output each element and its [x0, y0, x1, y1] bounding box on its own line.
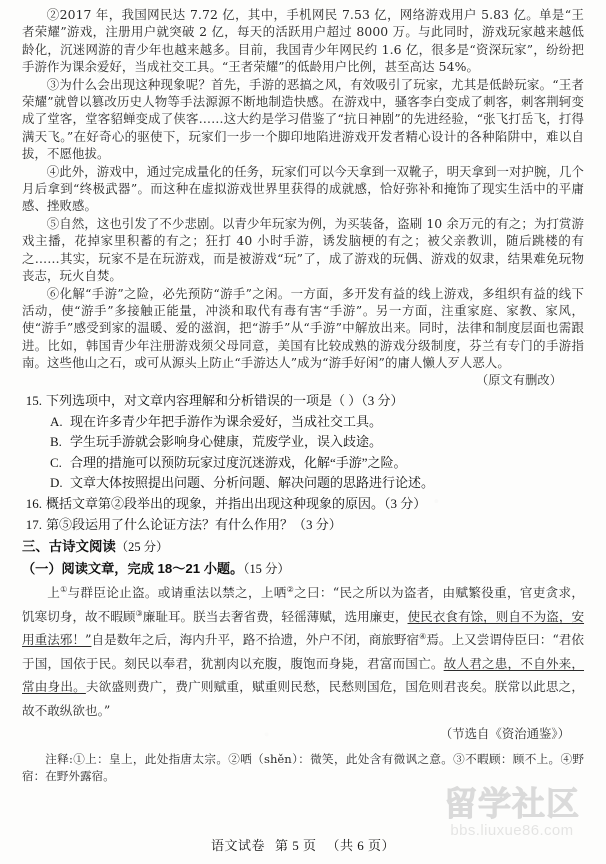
- footnotes-text: 注释:①上：皇上，此处指唐太宗。②哂（shěn）：微笑，此处含有微讽之意。③不暇顾：顾不上。④野宿：在野外露宿。: [22, 751, 584, 784]
- classical-text-segment: 廉耻耳。朕当去奢省费，轻徭薄赋，选用廉吏，: [142, 608, 408, 624]
- question-15: [22, 391, 584, 412]
- classical-passage-body: [22, 581, 584, 722]
- footer-total-pages: （共 6 页）: [326, 838, 396, 853]
- question-16: [22, 494, 584, 515]
- classical-text-segment: 上: [47, 585, 61, 601]
- underlined-sentence: 故人君之患，不自外来，常由身出。: [22, 655, 585, 695]
- footnote-marker: ④: [419, 631, 427, 641]
- option-d-text: 文章大体按照提出问题、分析问题、解决问题的思路进行论述。: [70, 475, 435, 491]
- reading-passage: [22, 6, 584, 389]
- option-a-text: 现在许多青少年把手游作为课余爱好，当成社交工具。: [70, 413, 383, 429]
- section-three-title: 三、古诗文阅读: [22, 539, 116, 555]
- watermark: [430, 786, 594, 840]
- question-15-number: 15.: [25, 392, 42, 408]
- option-c-text: 合理的措施可以预防玩家过度沉迷游戏，化解“手游”之险。: [70, 454, 407, 470]
- footnote-marker: ②: [286, 584, 295, 594]
- question-16-stem: 概括文章第②段举出的现象，并指出出现这种现象的原因。（3 分）: [46, 495, 427, 511]
- subsection-one-heading: [22, 558, 584, 580]
- footnote-marker: ③: [135, 608, 143, 618]
- classical-passage: [22, 581, 584, 746]
- footer-page-number: 第 5 页: [274, 838, 317, 853]
- footnotes-block: [22, 751, 584, 786]
- classical-source: （节选自《资治通鉴》）: [439, 726, 570, 742]
- option-b-text: 学生玩手游就会影响身心健康，荒废学业，误入歧途。: [70, 434, 383, 450]
- question-15-option-c[interactable]: [22, 453, 584, 474]
- question-17-number: 17.: [25, 516, 42, 532]
- question-list: [22, 391, 584, 535]
- section-three-heading: [22, 536, 584, 558]
- passage-paragraph-4: ④此外，游戏中，通过完成量化的任务，玩家们可以今天拿到一双靴子，明天拿到一对护腕，几个月后拿到“终极武器”。而这种在虚拟游戏世界里获得的成就感，恰好弥补和掩饰了现实生活中的平庸感、挫败感。: [22, 163, 584, 214]
- section-three-points: （25 分）: [115, 540, 169, 555]
- option-d-letter: D.: [50, 475, 63, 491]
- watermark-url: bbs.liuxue86.com: [450, 822, 574, 839]
- question-15-option-a[interactable]: [22, 412, 584, 433]
- underlined-sentence: 使民衣食有馀，则自不为盗，安用重法邪！”: [22, 608, 585, 648]
- classical-text-segment: 与群臣论止盗。或请重法以禁之，上哂: [67, 585, 287, 601]
- passage-paragraph-5: ⑤自然，这也引发了不少悲剧。以青少年玩家为例，为买装备，盗刷 10 余万元的有之；为打赏游戏主播，花掉家里积蓄的有之；狂打 40 小时手游，诱发脑梗的有之；被父亲教训，随后跳楼的有之……其实，玩家不是在玩游戏，而是被游戏“玩”了，成了游戏的玩偶、游戏的奴隶，结果难免玩物丧志，玩火自焚。: [22, 215, 584, 284]
- classical-text-segment: 夫欲盛则费广，费广则赋重，赋重则民愁，民愁则国危，国危则君丧矣。朕常以此思之，故不敢纵欲也。”: [22, 679, 585, 718]
- page-footer: [0, 835, 606, 854]
- option-a-letter: A.: [50, 413, 63, 429]
- subsection-one-title: （一）阅读文章，完成 18～21 小题。: [22, 561, 244, 577]
- option-b-letter: B.: [50, 434, 62, 450]
- option-c-letter: C.: [50, 454, 62, 470]
- question-16-number: 16.: [25, 495, 42, 511]
- subsection-one-points: （15 分）: [243, 562, 290, 577]
- question-15-stem: 下列选项中，对文章内容理解和分析错误的一项是（ ）（3 分）: [46, 392, 404, 408]
- passage-paragraph-2: ②2017 年，我国网民达 7.72 亿，其中，手机网民 7.53 亿，网络游戏用户 5.83 亿。单是“王者荣耀”游戏，注册用户就突破 2 亿，每天的活跃用户超过 8000 万。与此同时，游戏玩家越来越低龄化，沉迷网游的青少年也越来越多。目前，我国青少年网民约 1.6 亿，很多是“资深玩家”，纷纷把手游作为课余爱好，当成社交工具。“王者荣耀”的低龄用户比例，甚至高达 54%。: [22, 7, 584, 75]
- question-15-option-b[interactable]: [22, 432, 584, 453]
- passage-source-note: （原文有删改）: [475, 372, 562, 387]
- passage-paragraph-6: ⑥化解“手游”之险，必先预防“游手”之闲。一方面，多开发有益的线上游戏，多组织有益的线下活动，使“游手”多接触正能量，冲淡和取代有毒有害“手游”。另一方面，注重家庭、家教、家风，使“游手”感受到家的温暖、爱的滋润，把“游手”从“手游”中解放出来。同时，法律和制度层面也需跟进。比如，韩国青少年注册游戏须父母同意，美国有比较成熟的游戏分级制度，芬兰有专门的手游指南。这些他山之石，或可从源头上防止“手游达人”成为“游手好闲”的庸人懒人歹人恶人。: [22, 285, 584, 371]
- footer-paper-name: 语文试卷: [210, 838, 265, 853]
- question-17-stem: 第⑤段运用了什么论证方法？有什么作用？（3 分）: [46, 516, 342, 532]
- passage-paragraph-3: ③为什么会出现这种现象呢？首先，手游的恶搞之风，有效吸引了玩家，尤其是低龄玩家。“王者荣耀”就曾以篡改历史人物等手法源源不断地制造快感。在游戏中，骚客李白变成了刺客，刺客荆轲变成了堂客，堂客貂蝉变成了侠客……这大约是学习借鉴了“抗日神剧”的先进经验，“张飞打岳飞，打得满天飞。”在好奇心的驱使下，玩家们一步一个脚印地陷进游戏开发者精心设计的各种陷阱中，难以自拔，不愿他拔。: [22, 76, 584, 162]
- classical-text-segment: 自是数年之后，海内升平，路不拾遗，外户不闭，商旅野宿: [91, 632, 420, 648]
- question-15-option-d[interactable]: [22, 473, 584, 494]
- question-17: [22, 515, 584, 536]
- watermark-brand: 留学社区: [444, 785, 580, 822]
- classical-text-segment: 之曰：“民之所以为盗者，由赋繁役重，官吏贪求，饥寒切身，故不暇顾: [22, 585, 585, 624]
- classical-text-segment: 焉。上又尝谓侍臣曰：“君依于国，国依于民。刻民以奉君，犹割肉以充腹，腹饱而身毙，君富而国亡。: [22, 632, 584, 671]
- footnote-marker: ①: [60, 584, 68, 594]
